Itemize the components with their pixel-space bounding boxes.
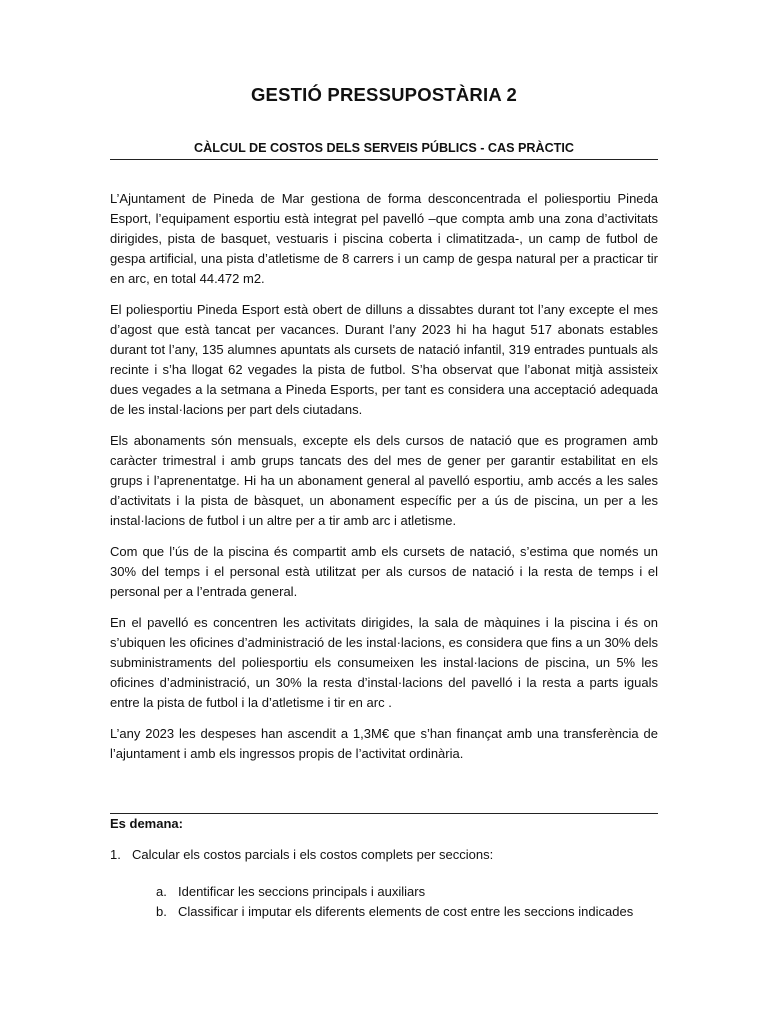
sub-list-item-text: Classificar i imputar els diferents elements de cost entre les seccions indicades: [178, 904, 634, 919]
list-item: [110, 846, 493, 864]
sub-list-item-text: Identificar les seccions principals i auxiliars: [178, 884, 426, 899]
document-title: GESTIÓ PRESSUPOSTÀRIA 2: [250, 84, 518, 105]
requirements-heading: Es demana:: [110, 816, 183, 831]
paragraph: Els abonaments són mensuals, excepte els dels cursos de natació que es programen amb caràcter trimestral i amb grups tancats des del mes de gener per garantir estabilitat en els grups i l’aprenentatge. Hi ha un abonament general al pavelló esportiu, amb accés a les sales d’activitats i la pista de bàsquet, un abonament específic per a ús de piscina, un per a les instal·lacions de futbol i un altre per a tir amb arc i atletisme.: [110, 433, 658, 528]
list-letter: b.: [156, 904, 167, 919]
document-subtitle: CÀLCUL DE COSTOS DELS SERVEIS PÚBLICS - CAS PRÀCTIC: [194, 141, 574, 155]
paragraph: L’Ajuntament de Pineda de Mar gestiona de forma desconcentrada el poliesportiu Pineda Esport, l’equipament esportiu està integrat pel pavelló –que compta amb una zona d’activitats dirigides, pista de basquet, vestuaris i piscina coberta i climatitzada-, un camp de futbol de gespa artificial, una pista d’atletisme de 8 carrers i un camp de gespa natural per a practicar tir en arc, en total 44.472 m2.: [110, 191, 658, 286]
sub-list-item: [156, 883, 425, 901]
list-number: 1.: [110, 847, 121, 862]
body-text: [110, 189, 658, 775]
paragraph: Com que l’ús de la piscina és compartit amb els cursets de natació, s’estima que només un 30% del temps i el personal està utilitzat per als cursos de natació i la resta de temps i el personal per a l’entrada general.: [110, 544, 658, 599]
paragraph: El poliesportiu Pineda Esport està obert de dilluns a dissabtes durant tot l’any excepte el mes d’agost que està tancat per vacances. Durant l’any 2023 hi ha hagut 517 abonats estables durant tot l’any, 135 alumnes apuntats als cursets de natació infantil, 319 entrades puntuals als recinte i s’ha llogat 62 vegades la pista de futbol. S’ha observat que l’abonat mitjà assisteix dues vegades a la setmana a Pineda Esports, per tant es considera una acceptació adequada de les instal·lacions per part dels ciutadans.: [110, 302, 658, 417]
paragraph: L’any 2023 les despeses han ascendit a 1,3M€ que s’han finançat amb una transferència de l’ajuntament i amb els ingressos propis de l’activitat ordinària.: [110, 726, 658, 761]
list-letter: a.: [156, 884, 167, 899]
subtitle-divider: [110, 159, 658, 160]
section-divider: [110, 813, 658, 814]
paragraph: En el pavelló es concentren les activitats dirigides, la sala de màquines i la piscina i és on s’ubiquen les oficines d’administració de les instal·lacions, es considera que fins a un 30% dels subministraments del poliesportiu els consumeixen les instal·lacions de piscina, un 5% les oficines d’administració, un 30% la resta d’instal·lacions del pavelló i la resta a parts iguals entre la pista de futbol i la d’atletisme i tir en arc .: [110, 615, 658, 710]
sub-list-item: [156, 903, 633, 921]
list-item-text: Calcular els costos parcials i els costos complets per seccions:: [132, 847, 494, 862]
